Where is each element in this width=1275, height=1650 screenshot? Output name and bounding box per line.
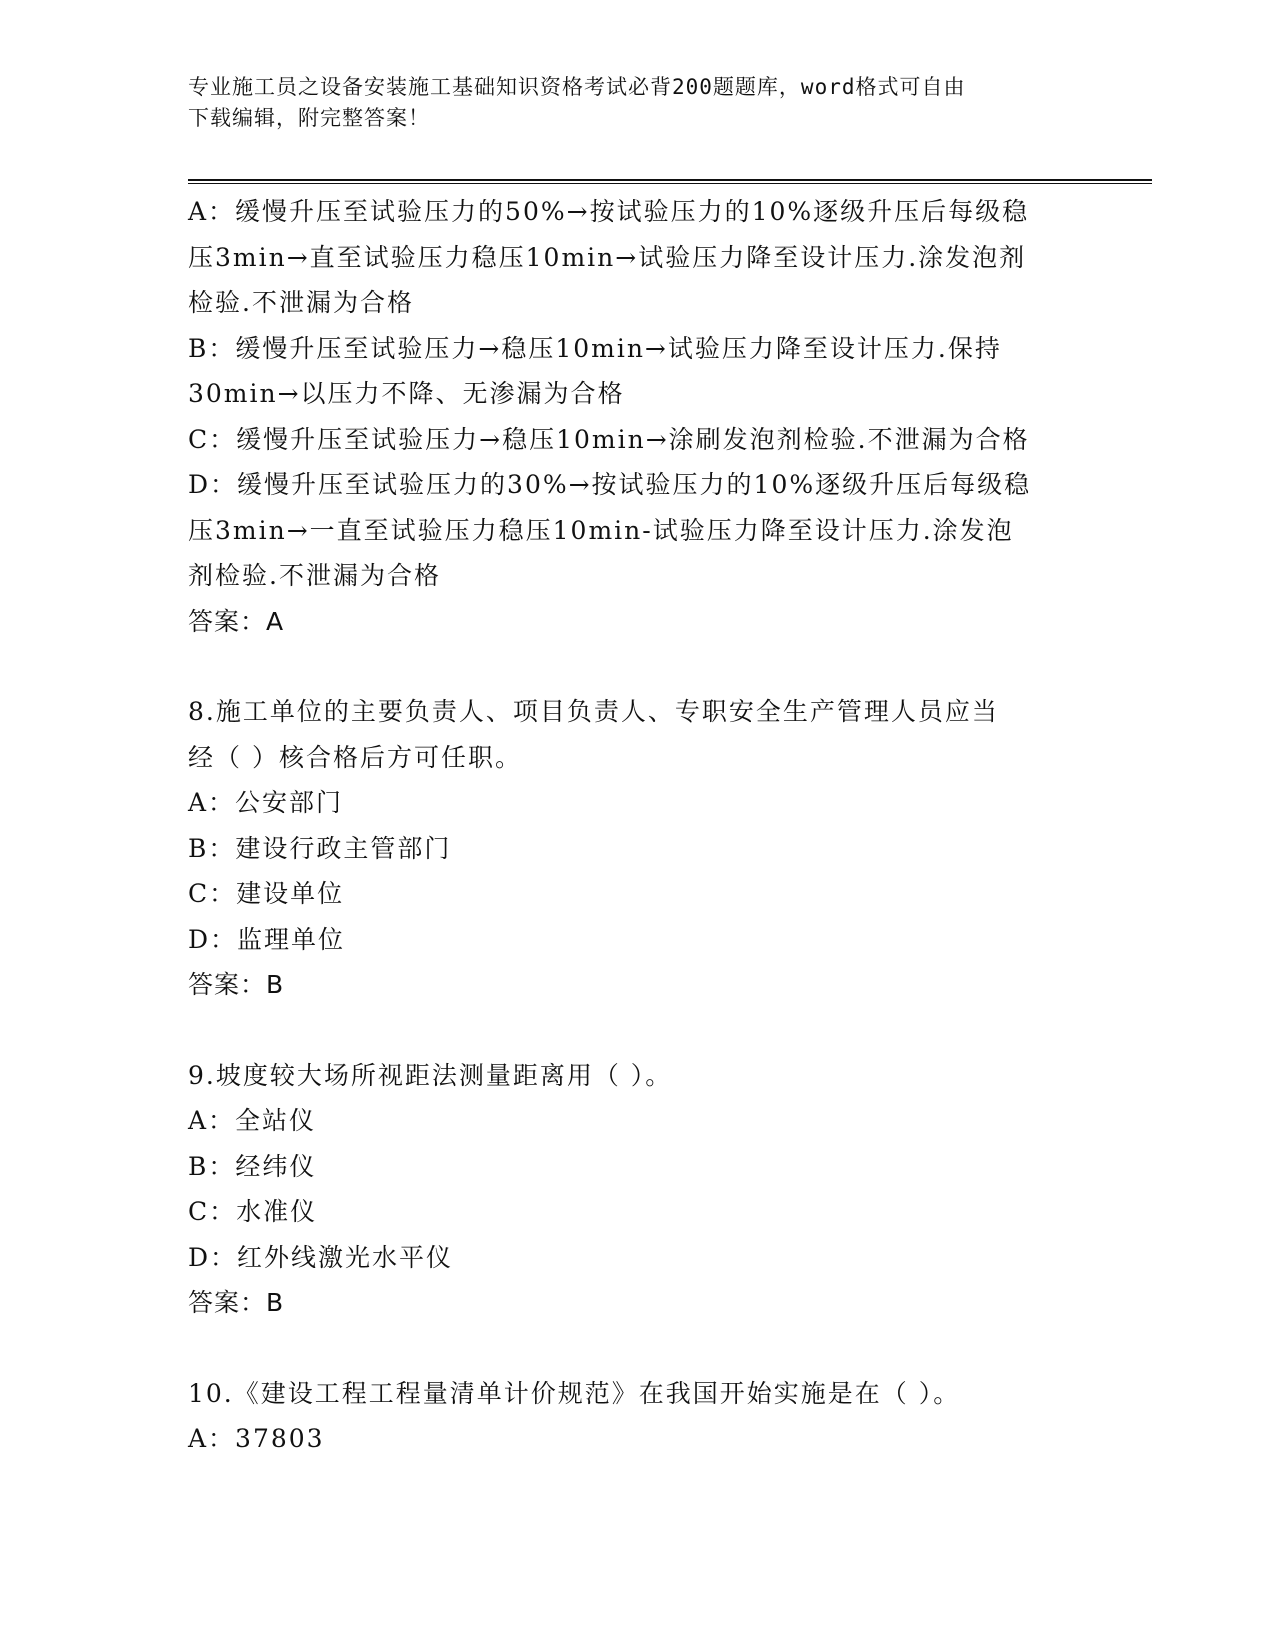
q8-option-a: A：公安部门 <box>188 788 344 817</box>
header-divider-thin <box>188 183 1152 184</box>
q7-option-a-line-1: A：缓慢升压至试验压力的50%→按试验压力的10%逐级升压后每级稳 <box>188 197 1030 226</box>
document-header <box>188 72 1088 134</box>
q7-option-d-line-1: D：缓慢升压至试验压力的30%→按试验压力的10%逐级升压后每级稳 <box>188 470 1032 499</box>
header-line-2: 下载编辑，附完整答案！ <box>188 106 430 130</box>
q8-option-c: C：建设单位 <box>188 879 345 908</box>
header-line-1: 专业施工员之设备安装施工基础知识资格考试必背200题题库，word格式可自由 <box>188 75 966 99</box>
q7-option-c: C：缓慢升压至试验压力→稳压10min→涂刷发泡剂检验.不泄漏为合格 <box>188 424 1030 454</box>
q7-answer: 答案：A <box>188 606 285 636</box>
q8-option-d: D：监理单位 <box>188 924 346 954</box>
q10-option-a: A：37803 <box>188 1424 325 1453</box>
q9-option-d: D：红外线激光水平仪 <box>188 1242 454 1272</box>
q10-stem: 10.《建设工程工程量清单计价规范》在我国开始实施是在（ ）。 <box>188 1378 961 1408</box>
q7-option-d-line-3: 剂检验.不泄漏为合格 <box>188 561 441 590</box>
q9-option-b: B：经纬仪 <box>188 1151 317 1181</box>
q7-option-b-line-1: B：缓慢升压至试验压力→稳压10min→试验压力降至设计压力.保持 <box>188 333 1002 363</box>
q9-answer: 答案：B <box>188 1288 285 1317</box>
q8-stem-line-1: 8.施工单位的主要负责人、项目负责人、专职安全生产管理人员应当 <box>188 697 999 726</box>
question-content <box>188 189 1088 1462</box>
q9-option-a: A：全站仪 <box>188 1106 317 1135</box>
q8-option-b: B：建设行政主管部门 <box>188 833 452 863</box>
q9-option-c: C：水准仪 <box>188 1197 318 1226</box>
q8-answer: 答案：B <box>188 970 285 999</box>
q7-option-a-line-2: 压3min→直至试验压力稳压10min→试验压力降至设计压力.涂发泡剂 <box>188 242 1027 272</box>
header-divider <box>188 179 1152 181</box>
q9-stem: 9.坡度较大场所视距法测量距离用（ ）。 <box>188 1060 673 1090</box>
q7-option-d-line-2: 压3min→一直至试验压力稳压10min-试验压力降至设计压力.涂发泡 <box>188 515 1014 545</box>
q7-option-b-line-2: 30min→以压力不降、无渗漏为合格 <box>188 379 625 408</box>
q7-option-a-line-3: 检验.不泄漏为合格 <box>188 288 414 317</box>
q8-stem-line-2: 经（ ）核合格后方可任职。 <box>188 742 522 772</box>
